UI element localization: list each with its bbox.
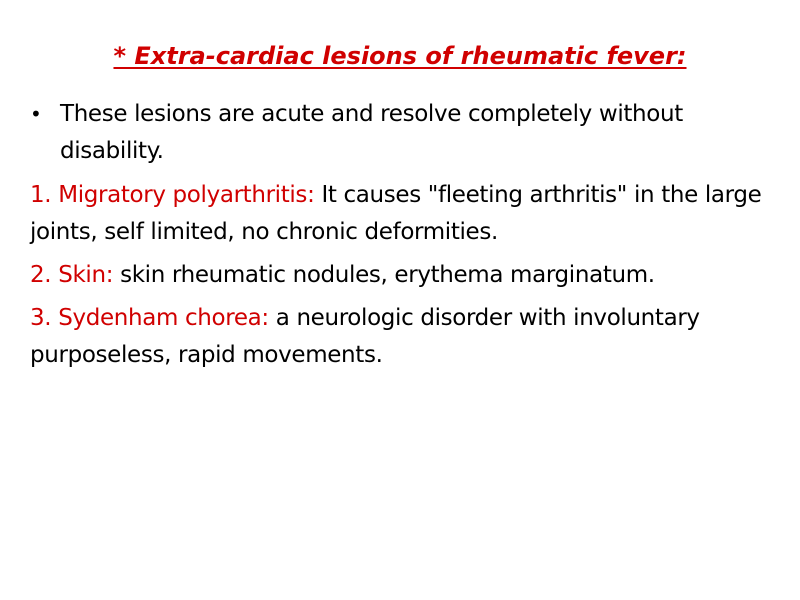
- list-item-polyarthritis: [30, 177, 780, 251]
- slide-body: [30, 96, 780, 380]
- list-item-text: skin rheumatic nodules, erythema marginatum.: [120, 262, 655, 288]
- slide-title: * Extra-cardiac lesions of rheumatic fever:: [113, 42, 687, 70]
- list-item-text: a neurologic disorder with involuntary purposeless, rapid movements.: [30, 305, 700, 368]
- bullet-icon: •: [30, 102, 42, 126]
- list-item-heading: 1. Migratory polyarthritis:: [30, 182, 315, 208]
- list-item-chorea: [30, 300, 780, 374]
- list-item-text: It causes "fleeting arthritis" in the large joints, self limited, no chronic deformities.: [30, 182, 762, 245]
- bullet-point: [30, 96, 780, 170]
- list-item-heading: 2. Skin:: [30, 262, 114, 288]
- list-item-skin: [30, 257, 780, 294]
- list-item-heading: 3. Sydenham chorea:: [30, 305, 269, 331]
- bullet-text: These lesions are acute and resolve completely without disability.: [60, 101, 683, 164]
